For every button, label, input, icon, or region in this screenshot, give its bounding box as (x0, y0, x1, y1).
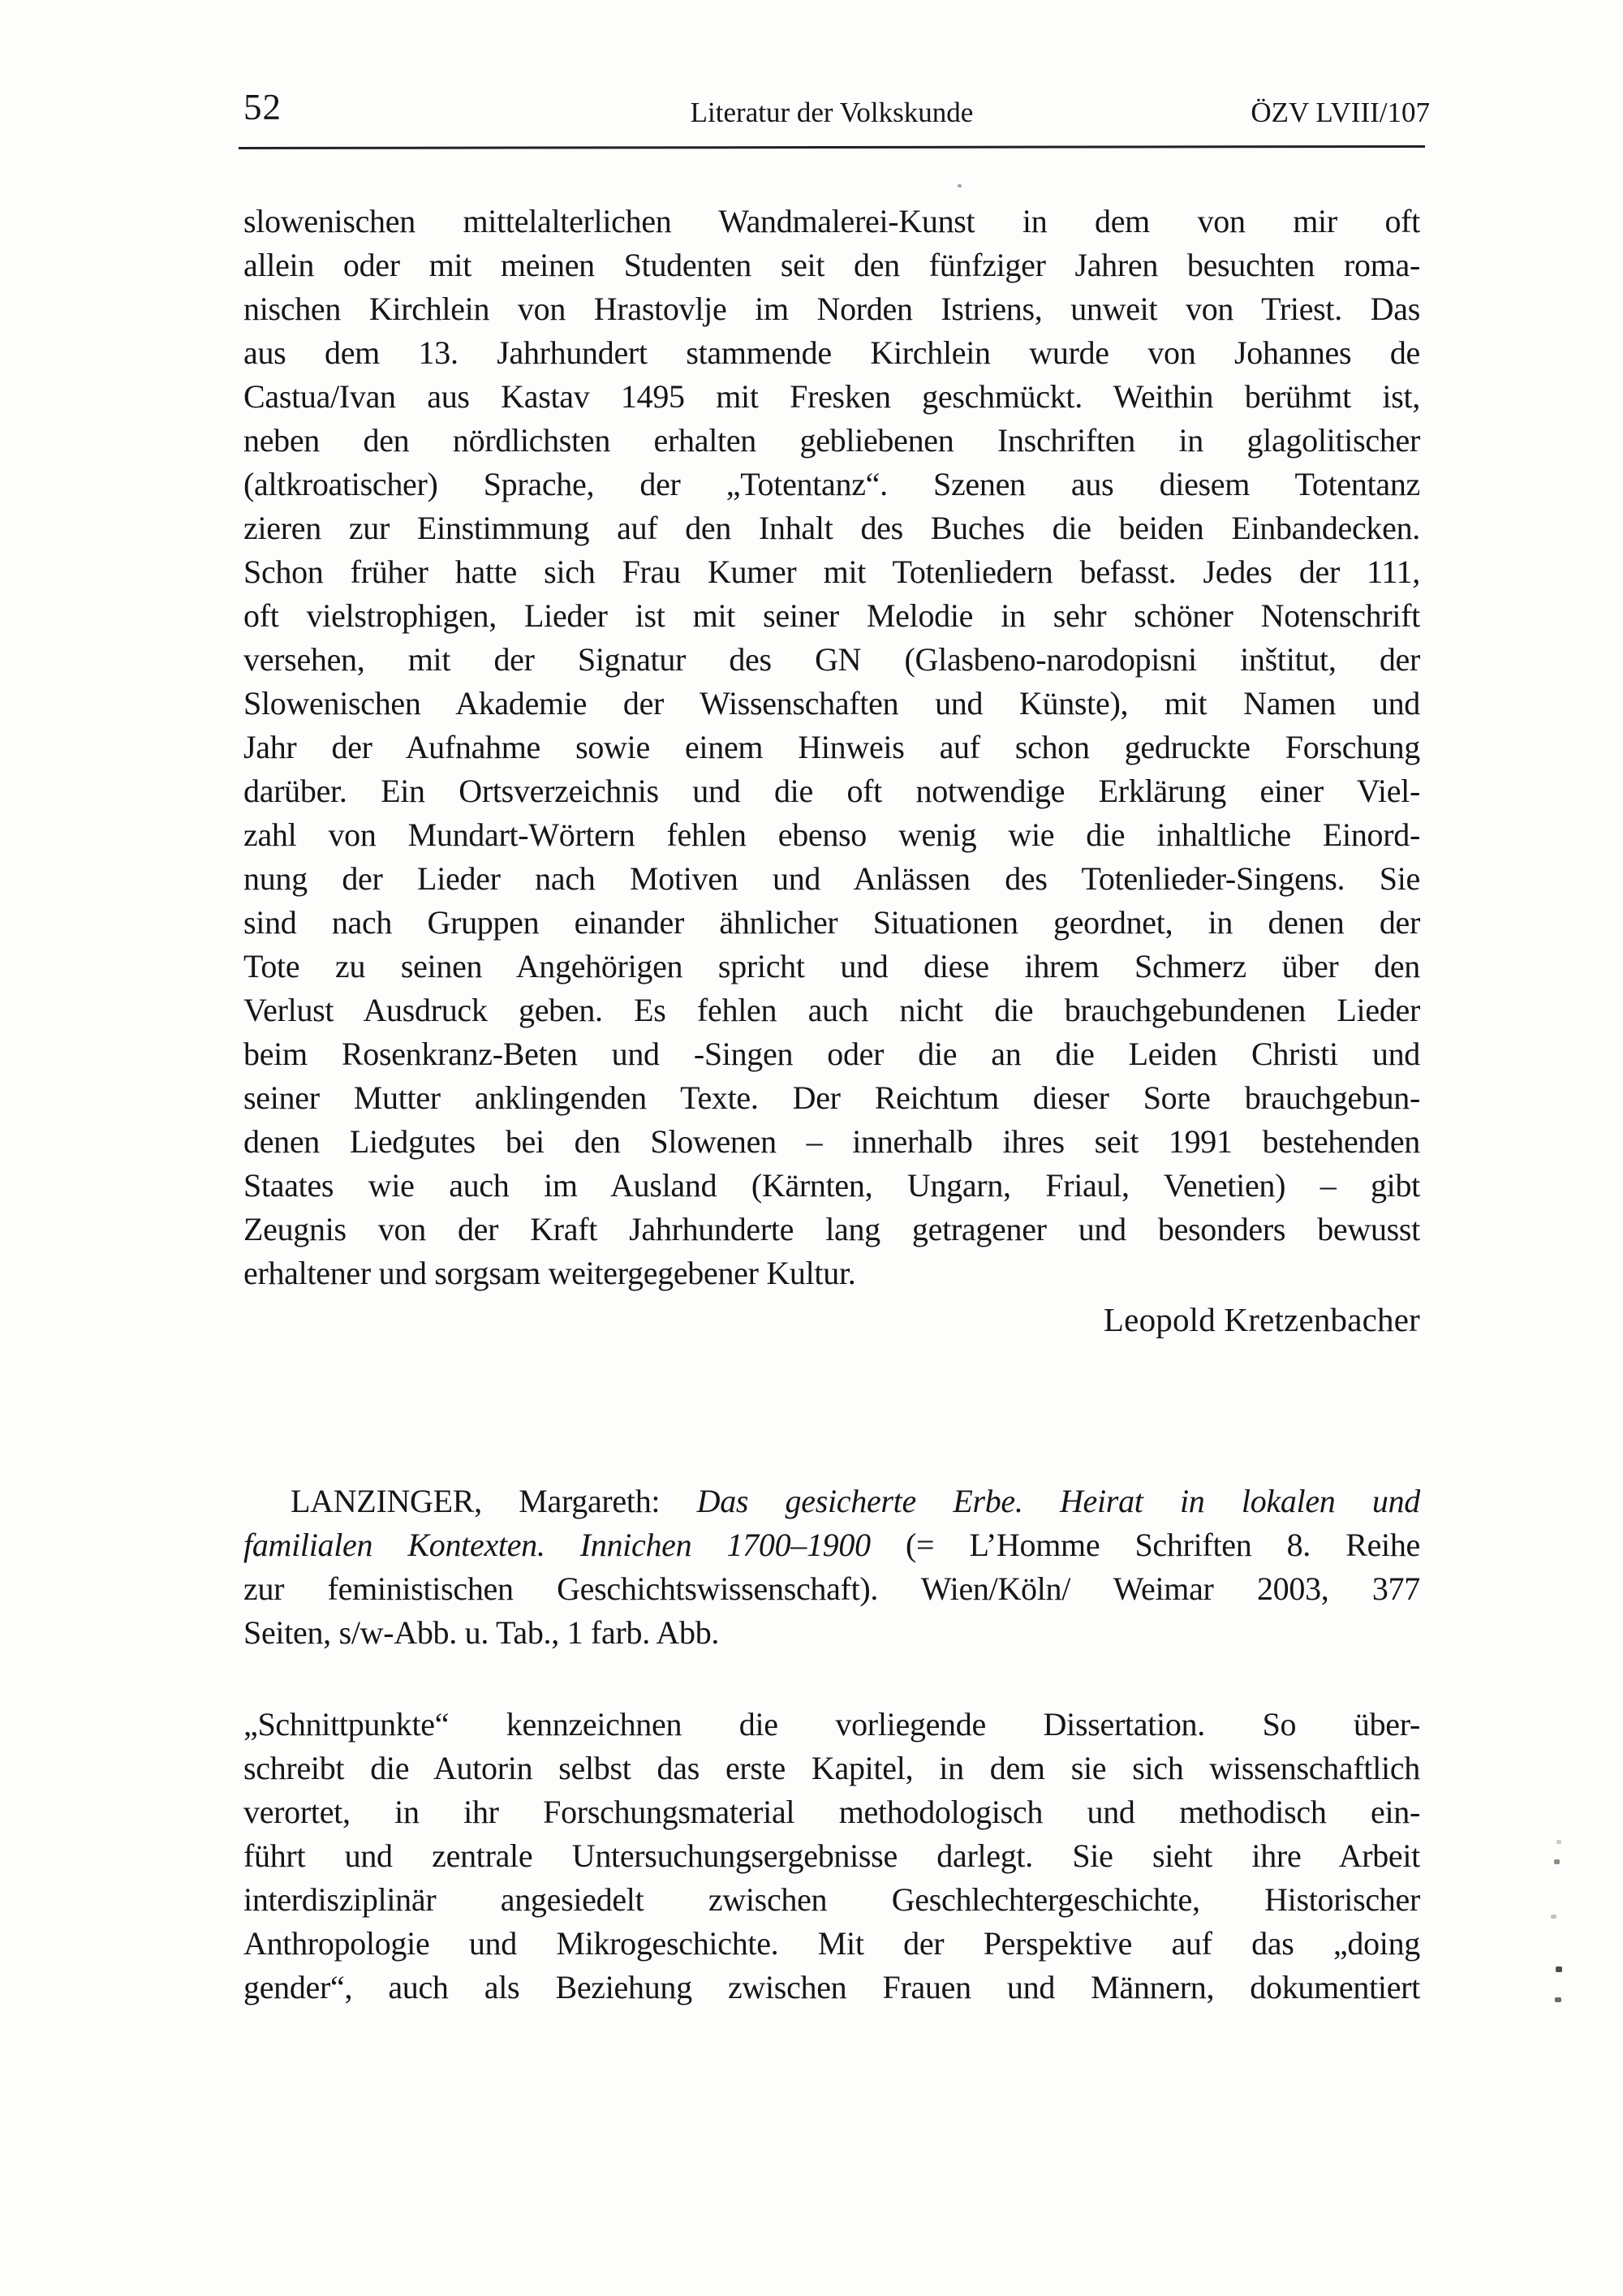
text-line: aus dem 13. Jahrhundert stammende Kirchlein wurde von Johannes de (243, 334, 1420, 371)
scan-speck (1555, 1997, 1561, 2002)
header-rule (239, 145, 1425, 149)
text-line: Schon früher hatte sich Frau Kumer mit Totenliedern befasst. Jedes der 111, (243, 554, 1420, 590)
text-line: Seiten, s/w-Abb. u. Tab., 1 farb. Abb. (243, 1614, 720, 1651)
text-line: beim Rosenkranz-Beten und -Singen oder die an die Leiden Christi und (243, 1036, 1420, 1072)
text-line: „Schnittpunkte“ kennzeichnen die vorliegende Dissertation. So über- (243, 1706, 1420, 1742)
text-line: nischen Kirchlein von Hrastovlje im Norden Istriens, unweit von Triest. Das (243, 291, 1420, 327)
text-line: neben den nördlichsten erhalten gebliebenen Inschriften in glagolitischer (243, 422, 1420, 459)
review-body-lanzinger (243, 1703, 1420, 2010)
text-line: slowenischen mittelalterlichen Wandmalerei-Kunst in dem von mir oft (243, 203, 1420, 239)
text-line: gender“, auch als Beziehung zwischen Frauen und Männern, dokumentiert (243, 1969, 1420, 2005)
text-line: nung der Lieder nach Motiven und Anlässen des Totenlieder-Singens. Sie (243, 860, 1420, 897)
text-line: seiner Mutter anklingenden Texte. Der Reichtum dieser Sorte brauchgebun- (243, 1079, 1420, 1116)
text-line: Slowenischen Akademie der Wissenschaften und Künste), mit Namen und (243, 685, 1420, 722)
text-line: sind nach Gruppen einander ähnlicher Situationen geordnet, in denen der (243, 904, 1420, 941)
text-line: erhaltener und sorgsam weitergegebener Kultur. (243, 1255, 856, 1291)
text-line: zahl von Mundart-Wörtern fehlen ebenso wenig wie die inhaltliche Einord- (243, 816, 1420, 853)
text-line: Staates wie auch im Ausland (Kärnten, Ungarn, Friaul, Venetien) – gibt (243, 1167, 1420, 1204)
text-line: Verlust Ausdruck geben. Es fehlen auch nicht die brauchgebundenen Lieder (243, 992, 1420, 1028)
review-body-kumer (243, 200, 1420, 1295)
scan-speck (958, 184, 962, 187)
text-line: Tote zu seinen Angehörigen spricht und diese ihrem Schmerz über den (243, 948, 1420, 984)
bibliographic-reference-lanzinger (243, 1480, 1420, 1655)
page-number: 52 (243, 87, 282, 127)
text-line: denen Liedgutes bei den Slowenen – innerhalb ihres seit 1991 bestehenden (243, 1123, 1420, 1160)
text-line: LANZINGER, Margareth: Das gesicherte Erbe. Heirat in lokalen und (291, 1483, 1420, 1519)
text-line: familialen Kontexten. Innichen 1700–1900 (= L’Homme Schriften 8. Reihe (243, 1527, 1420, 1563)
text-line: schreibt die Autorin selbst das erste Kapitel, in dem sie sich wissenschaftlich (243, 1750, 1420, 1786)
scan-speck (1556, 1840, 1561, 1844)
text-line: oft vielstrophigen, Lieder ist mit seiner Melodie in sehr schöner Notenschrift (243, 597, 1420, 634)
scan-speck (1556, 1966, 1562, 1972)
text-line: führt und zentrale Untersuchungsergebnisse darlegt. Sie sieht ihre Arbeit (243, 1837, 1420, 1874)
running-title: Literatur der Volkskunde (690, 97, 974, 128)
reviewer-signature: Leopold Kretzenbacher (1103, 1301, 1420, 1338)
text-line: versehen, mit der Signatur des GN (Glasbeno-narodopisni inštitut, der (243, 641, 1420, 678)
text-line: (altkroatischer) Sprache, der „Totentanz“. Szenen aus diesem Totentanz (243, 466, 1420, 502)
text-line: allein oder mit meinen Studenten seit den fünfziger Jahren besuchten roma- (243, 247, 1420, 283)
text-line: zieren zur Einstimmung auf den Inhalt des Buches die beiden Einbandecken. (243, 510, 1420, 546)
text-line: interdisziplinär angesiedelt zwischen Geschlechtergeschichte, Historischer (243, 1881, 1420, 1918)
text-line: Zeugnis von der Kraft Jahrhunderte lang getragener und besonders bewusst (243, 1211, 1420, 1247)
scan-speck (1551, 1915, 1556, 1919)
text-line: Anthropologie und Mikrogeschichte. Mit der Perspektive auf das „doing (243, 1925, 1420, 1962)
text-line: Castua/Ivan aus Kastav 1495 mit Fresken geschmückt. Weithin berühmt ist, (243, 378, 1420, 415)
text-line: Jahr der Aufnahme sowie einem Hinweis auf schon gedruckte Forschung (243, 729, 1420, 765)
text-line: darüber. Ein Ortsverzeichnis und die oft notwendige Erklärung einer Viel- (243, 773, 1420, 809)
scan-speck (1554, 1859, 1560, 1864)
text-line: verortet, in ihr Forschungsmaterial methodologisch und methodisch ein- (243, 1794, 1420, 1830)
text-line: zur feministischen Geschichtswissenschaft). Wien/Köln/ Weimar 2003, 377 (243, 1570, 1420, 1607)
journal-volume-label: ÖZV LVIII/107 (1251, 97, 1430, 128)
